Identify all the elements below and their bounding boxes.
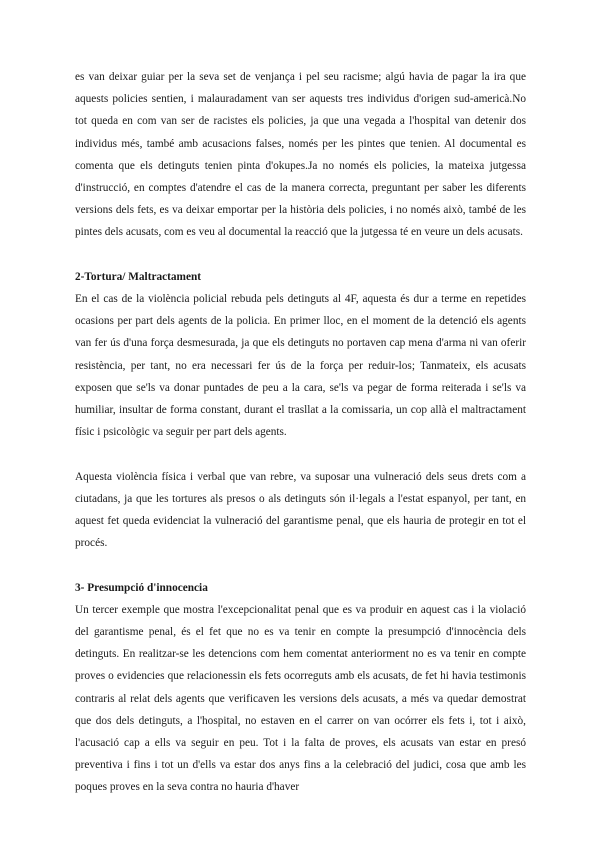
intro-paragraph: es van deixar guiar per la seva set de venjança i pel seu racisme; algú havia de pagar la ira que aquests policies sentien, i malauradament van ser aquests tres individus d'origen sud-americà.No tot queda en com van ser de racistes els policies, ja que una vegada a l'hospital van detenir dos individus més, també amb acusacions falses, només per les pintes que tenien. Al documental es comenta que els detinguts tenien pinta d'okupes.Ja no només els policies, la mateixa jutgessa d'instrucció, en comptes d'atendre el cas de la manera correcta, preguntant per saber les diferents versions dels fets, es va deixar emportar per la història dels policies, i no només això, també de les pintes dels acusats, com es veu al documental la reacció que la jutgessa té en veure un dels acusats.	[75, 71, 526, 239]
section-2-paragraph-1: En el cas de la violència policial rebuda pels detinguts al 4F, aquesta és dur a terme en repetides ocasions per part dels agents de la policia. En primer lloc, en el moment de la detenció els agents van fer ús d'una força desmesurada, ja que els detinguts no portaven cap mena d'arma ni van oferir resistència, per tant, no era necessari fer ús de la força per reduir-los; Tanmateix, els acusats exposen que se'ls va donar puntades de peu a la cara, se'ls va pegar de forma reiterada i se'ls va humiliar, insultar de forma constant, durant el trasllat a la comissaria, un cop allà el maltractament físic i psicològic va seguir per part dels agents.	[75, 293, 526, 439]
paragraph-spacer	[75, 554, 526, 576]
section-2-heading: 2-Tortura/ Maltractament	[75, 270, 202, 283]
paragraph-spacer	[75, 443, 526, 465]
document-body	[75, 66, 526, 799]
section-3-heading: 3- Presumpció d'innocencia	[75, 581, 208, 594]
paragraph-spacer	[75, 244, 526, 266]
section-3-paragraph-1: Un tercer exemple que mostra l'excepcionalitat penal que es va produir en aquest cas i la violació del garantisme penal, és el fet que no es va tenir en compte la presumpció d'innocència dels detinguts. En realitzar-se les detencions com hem comentat anteriorment no es va tenir en compte proves o evidencies que relacionessin els fets ocorreguts amb els acusats, de fet hi havia testimonis contraris al relat dels agents que verificaven les versions dels acusats, a més va quedar demostrat que dos dels detinguts, a l'hospital, no estaven en el carrer on van ocórrer els fets i, tot i això, l'acusació cap a ells va seguir en peu. Tot i la falta de proves, els acusats van estar en presó preventiva i fins i tot un d'ells va estar dos anys fins a la celebració del judici, cosa que amb les poques proves en la seva contra no hauria d'haver	[75, 603, 526, 794]
section-2-paragraph-2: Aquesta violència física i verbal que van rebre, va suposar una vulneració dels seus drets com a ciutadans, ja que les tortures als presos o als detinguts són il·legals a l'estat espanyol, per tant, en aquest fet queda evidenciat la vulneració del garantisme penal, que els hauria de protegir en tot el procés.	[75, 470, 526, 550]
